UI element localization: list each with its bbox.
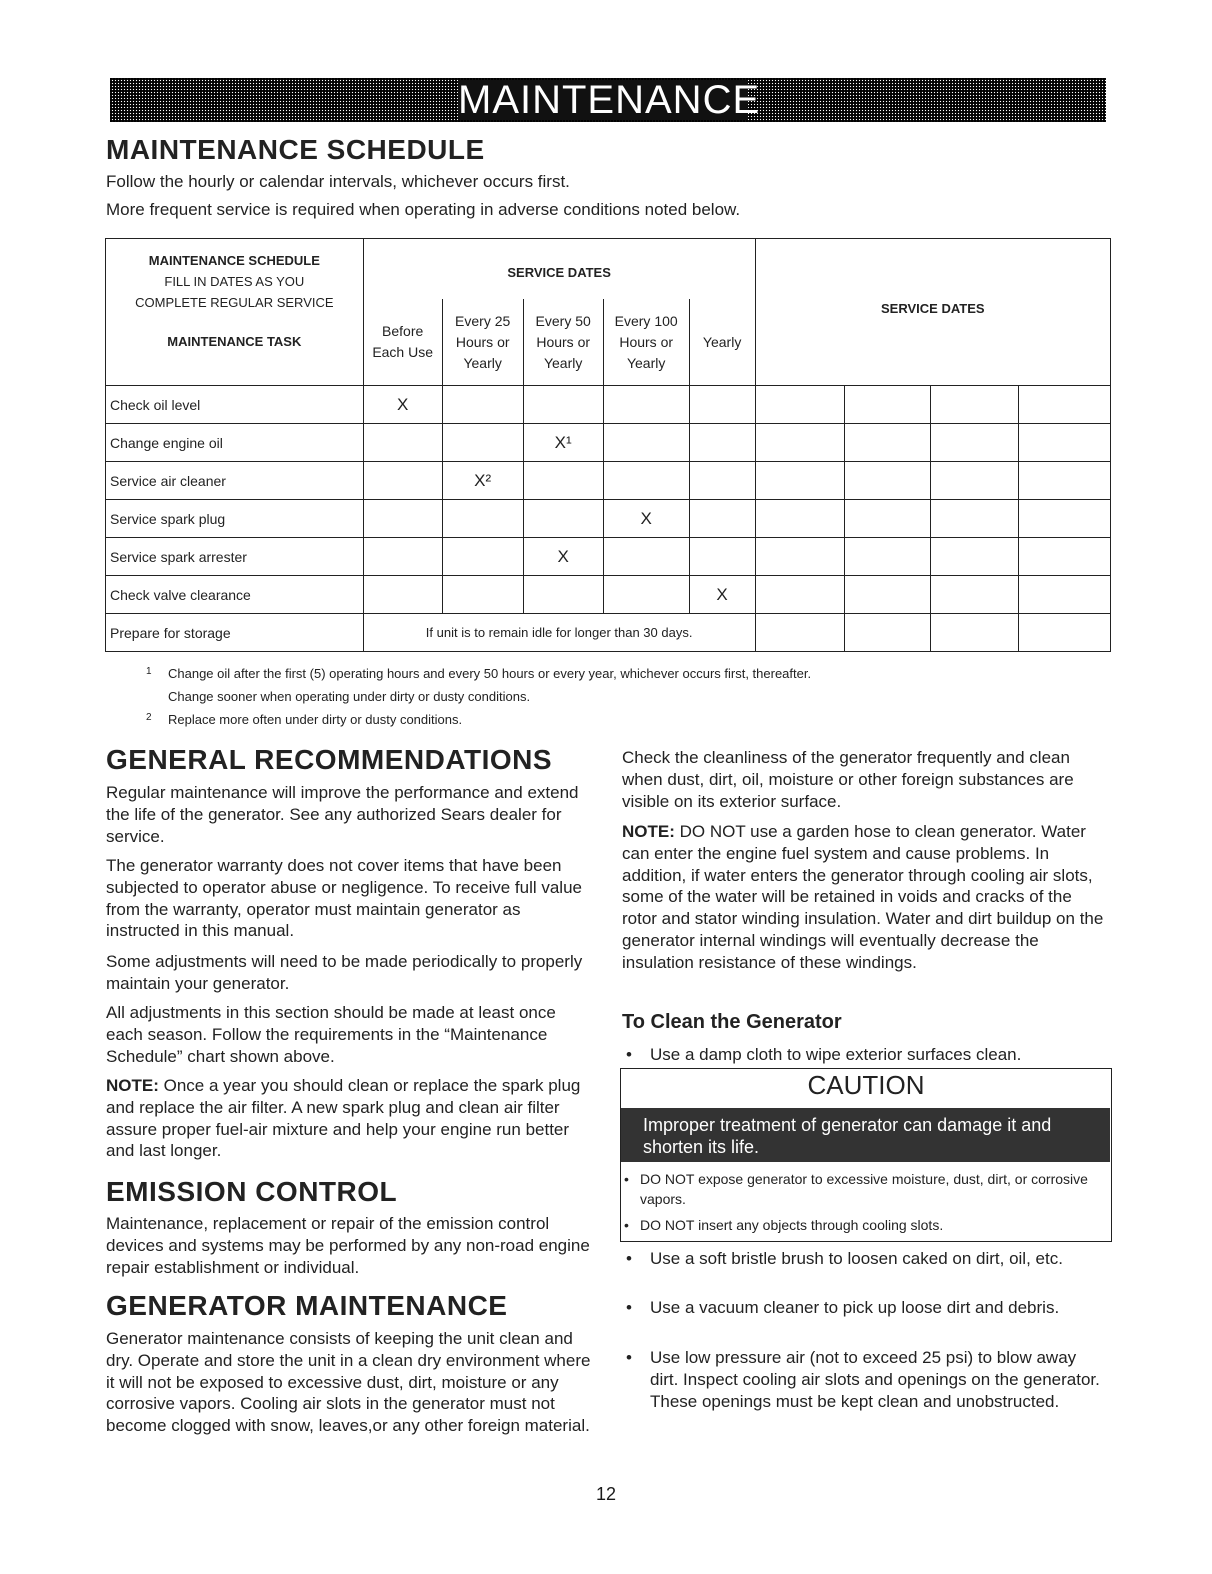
task-label: Check valve clearance bbox=[106, 576, 364, 614]
general-p4: All adjustments in this section should be made at least once each season. Follow the requirements in the “Maintenance Schedule” chart shown above. bbox=[106, 1003, 556, 1066]
generator-maintenance-p1: Generator maintenance consists of keeping the unit clean and dry. Operate and store the unit in a clean dry environment where it will not be exposed to excessive dust, dirt, moisture or any corrosive vapors. Cooling air slots in the generator must not become clogged with snow, leaves,or any other foreign material. bbox=[106, 1329, 591, 1436]
date-cell[interactable] bbox=[845, 424, 931, 462]
date-cell[interactable] bbox=[755, 576, 845, 614]
interval-mark bbox=[363, 538, 442, 576]
table-row bbox=[106, 386, 1111, 424]
date-cell[interactable] bbox=[755, 500, 845, 538]
interval-mark: X bbox=[363, 386, 442, 424]
general-p3: Some adjustments will need to be made periodically to properly maintain your generator. bbox=[106, 952, 583, 993]
banner-title: MAINTENANCE bbox=[458, 78, 761, 122]
general-recommendations-heading: GENERAL RECOMMENDATIONS bbox=[106, 744, 553, 775]
caution-warning-bar: Improper treatment of generator can damage it and shorten its life. bbox=[621, 1108, 1110, 1162]
table-row bbox=[106, 576, 1111, 614]
interval-mark bbox=[603, 538, 689, 576]
caution-item: • DO NOT insert any objects through cooling slots. bbox=[624, 1217, 944, 1233]
date-cell[interactable] bbox=[931, 386, 1019, 424]
general-note-label: NOTE: bbox=[106, 1076, 159, 1095]
general-note bbox=[106, 1075, 584, 1162]
schedule-heading: MAINTENANCE SCHEDULE bbox=[106, 134, 485, 165]
bullet-item: • Use a soft bristle brush to loosen caked on dirt, oil, etc. bbox=[626, 1249, 1063, 1268]
interval-col-50: Every 50 Hours or Yearly bbox=[524, 299, 604, 385]
emission-control-heading: EMISSION CONTROL bbox=[106, 1176, 398, 1207]
date-cell[interactable] bbox=[755, 424, 845, 462]
interval-mark bbox=[603, 386, 689, 424]
clean-generator-heading: To Clean the Generator bbox=[622, 1011, 842, 1033]
interval-mark: X¹ bbox=[523, 424, 603, 462]
interval-mark: X² bbox=[442, 462, 523, 500]
interval-mark bbox=[442, 386, 523, 424]
interval-mark bbox=[442, 424, 523, 462]
footnote-2: Replace more often under dirty or dusty conditions. bbox=[168, 712, 463, 727]
table-row bbox=[106, 424, 1111, 462]
right-note-text: DO NOT use a garden hose to clean generator. Water can enter the engine fuel system and cause problems. In addition, if water enters the generator through cooling air slots, some of the water will be retained in voids and cracks of the rotor and stator winding insulation. Water and dirt buildup on the generator internal windings will eventually decrease the insulation resistance of these windings. bbox=[622, 822, 1104, 972]
date-cell[interactable] bbox=[931, 462, 1019, 500]
bullet-item: • Use a vacuum cleaner to pick up loose dirt and debris. bbox=[626, 1298, 1060, 1317]
date-cell[interactable] bbox=[1019, 386, 1111, 424]
general-p1: Regular maintenance will improve the performance and extend the life of the generator. See any authorized Sears dealer for service. bbox=[106, 783, 579, 846]
general-note-text: Once a year you should clean or replace the spark plug and replace the air filter. A new spark plug and clean air filter assure proper fuel-air mixture and help your engine run better and last longer. bbox=[106, 1076, 581, 1161]
interval-mark: X bbox=[603, 500, 689, 538]
schedule-intro-2: More frequent service is required when operating in adverse conditions noted below. bbox=[106, 200, 741, 219]
date-cell[interactable] bbox=[1019, 424, 1111, 462]
interval-mark bbox=[689, 424, 755, 462]
general-p2: The generator warranty does not cover items that have been subjected to operator abuse or negligence. To receive full value from the warranty, operator must maintain generator as instructed in this manual. bbox=[106, 856, 582, 941]
date-cell[interactable] bbox=[931, 424, 1019, 462]
interval-mark bbox=[442, 538, 523, 576]
bullet-item: • Use a damp cloth to wipe exterior surfaces clean. bbox=[626, 1045, 1022, 1064]
table-header-task-label: MAINTENANCE TASK bbox=[167, 334, 302, 349]
date-cell[interactable] bbox=[845, 500, 931, 538]
interval-mark bbox=[603, 424, 689, 462]
date-cell[interactable] bbox=[755, 538, 845, 576]
date-cell[interactable] bbox=[931, 538, 1019, 576]
interval-mark bbox=[363, 576, 442, 614]
table-row bbox=[106, 538, 1111, 576]
interval-mark bbox=[603, 576, 689, 614]
service-dates-right-label: SERVICE DATES bbox=[755, 239, 1110, 386]
caution-title: CAUTION bbox=[807, 1070, 925, 1100]
bullet-item: • Use low pressure air (not to exceed 25 psi) to blow away dirt. Inspect cooling air slots and openings on the generator. These openings must be kept clean and unobstructed. bbox=[626, 1348, 1100, 1411]
interval-col-25: Every 25 Hours or Yearly bbox=[443, 299, 524, 385]
interval-mark: X bbox=[689, 576, 755, 614]
date-cell[interactable] bbox=[845, 576, 931, 614]
table-row bbox=[106, 500, 1111, 538]
right-note bbox=[622, 821, 1110, 974]
date-cell[interactable] bbox=[1019, 538, 1111, 576]
interval-mark bbox=[689, 538, 755, 576]
interval-mark bbox=[523, 500, 603, 538]
date-cell[interactable] bbox=[755, 614, 845, 652]
interval-mark bbox=[363, 462, 442, 500]
table-header-title: MAINTENANCE SCHEDULE bbox=[148, 253, 320, 268]
maintenance-schedule-table bbox=[105, 238, 1111, 652]
date-cell[interactable] bbox=[845, 462, 931, 500]
date-cell[interactable] bbox=[845, 614, 931, 652]
interval-col-before: Before Each Use bbox=[364, 299, 443, 385]
task-label: Check oil level bbox=[106, 386, 364, 424]
table-header-sub2: COMPLETE REGULAR SERVICE bbox=[135, 295, 334, 310]
right-p1: Check the cleanliness of the generator frequently and clean when dust, dirt, oil, moisture or other foreign substances are visible on its exterior surface. bbox=[622, 748, 1074, 811]
generator-maintenance-heading: GENERATOR MAINTENANCE bbox=[106, 1290, 508, 1321]
storage-note: If unit is to remain idle for longer than 30 days. bbox=[363, 614, 755, 652]
interval-col-100: Every 100 Hours or Yearly bbox=[604, 299, 690, 385]
interval-mark bbox=[689, 462, 755, 500]
interval-mark bbox=[603, 462, 689, 500]
page-number: 12 bbox=[595, 1484, 617, 1504]
task-label: Service spark arrester bbox=[106, 538, 364, 576]
date-cell[interactable] bbox=[1019, 614, 1111, 652]
date-cell[interactable] bbox=[845, 538, 931, 576]
schedule-intro-1: Follow the hourly or calendar intervals, whichever occurs first. bbox=[106, 172, 570, 191]
interval-col-yearly: Yearly bbox=[702, 334, 742, 350]
footnote-1-mark: 1 bbox=[146, 666, 152, 677]
interval-mark bbox=[363, 500, 442, 538]
interval-mark bbox=[442, 576, 523, 614]
date-cell[interactable] bbox=[931, 500, 1019, 538]
emission-p1: Maintenance, replacement or repair of the emission control devices and systems may be performed by any non-road engine repair establishment or individual. bbox=[106, 1214, 590, 1277]
task-label: Prepare for storage bbox=[106, 614, 364, 652]
date-cell[interactable] bbox=[931, 576, 1019, 614]
interval-mark bbox=[523, 462, 603, 500]
date-cell[interactable] bbox=[1019, 576, 1111, 614]
interval-mark bbox=[442, 500, 523, 538]
service-interval-header bbox=[363, 239, 755, 386]
footnote-1b: Change sooner when operating under dirty or dusty conditions. bbox=[168, 689, 531, 704]
interval-mark bbox=[523, 576, 603, 614]
table-header-sub1: FILL IN DATES AS YOU bbox=[164, 274, 305, 289]
date-cell[interactable] bbox=[1019, 500, 1111, 538]
interval-mark bbox=[689, 500, 755, 538]
footnote-2-mark: 2 bbox=[146, 712, 152, 723]
footnote-1a: Change oil after the first (5) operating hours and every 50 hours or every year, whichever occurs first, thereafter. bbox=[168, 666, 812, 681]
task-label: Service spark plug bbox=[106, 500, 364, 538]
task-label: Service air cleaner bbox=[106, 462, 364, 500]
interval-mark: X bbox=[523, 538, 603, 576]
caution-item: • DO NOT expose generator to excessive moisture, dust, dirt, or corrosive vapors. bbox=[624, 1171, 1088, 1207]
date-cell[interactable] bbox=[845, 386, 931, 424]
table-row bbox=[106, 462, 1111, 500]
table-header-task bbox=[106, 239, 364, 386]
right-note-label: NOTE: bbox=[622, 822, 675, 841]
interval-mark bbox=[523, 386, 603, 424]
table-row bbox=[106, 614, 1111, 652]
task-label: Change engine oil bbox=[106, 424, 364, 462]
interval-mark bbox=[689, 386, 755, 424]
interval-mark bbox=[363, 424, 442, 462]
date-cell[interactable] bbox=[1019, 462, 1111, 500]
date-cell[interactable] bbox=[755, 462, 845, 500]
service-dates-left-label: SERVICE DATES bbox=[507, 265, 611, 280]
date-cell[interactable] bbox=[931, 614, 1019, 652]
date-cell[interactable] bbox=[755, 386, 845, 424]
